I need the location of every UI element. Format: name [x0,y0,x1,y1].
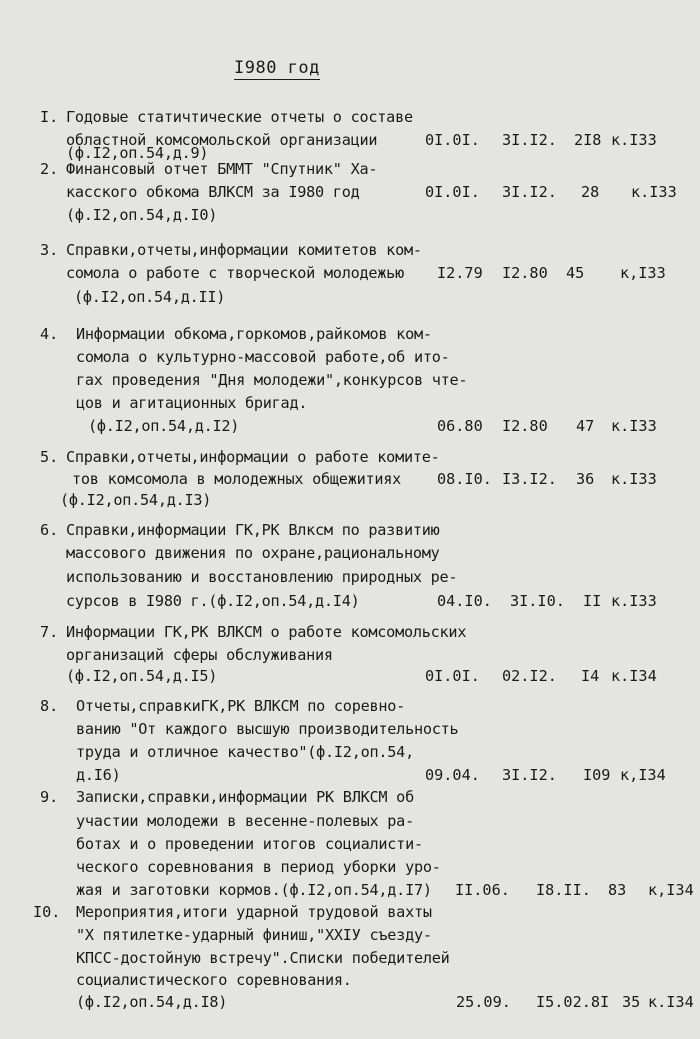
entry-text-line: тов комсомола в молодежных общежитиях [72,470,402,488]
entry-text-line: Годовые статичтические отчеты о составе [66,108,413,126]
entry-text-line: "X пятилетке-ударный финиш,"XXIУ съезду- [76,926,432,944]
entry-text-line: (ф.I2,оп.54,д.I2) [88,417,240,435]
page-count: II [583,592,602,610]
entry-text-line: (ф.I2,оп.54,д.I5) [66,667,218,685]
start-date: 06.80 [437,417,483,435]
box-number: к.I33 [631,183,677,201]
entry-text-line: сурсов в I980 г.(ф.I2,оп.54,д.I4) [66,592,360,610]
start-date: 0I.0I. [425,667,480,685]
page-count: 47 [576,417,595,435]
end-date: 3I.I2. [502,766,557,784]
entry-number: 5. [40,448,59,466]
entry-text-line: труда и отличное качество"(ф.I2,оп.54, [76,743,414,761]
entry-text-line: КПСС-достойную встречу".Списки победителей [76,949,450,967]
box-number: к.I34 [611,667,657,685]
end-date: 3I.I2. [502,183,557,201]
entry-number: 6. [40,521,59,539]
start-date: I2.79 [437,264,483,282]
entry-text-line: использованию и восстановлению природных ре- [66,568,458,586]
entry-text-line: (ф.I2,оп.54,д.I8) [76,993,228,1011]
box-number: к.I33 [611,592,657,610]
box-number: к,I34 [620,766,666,784]
entry-text-line: цов и агитационных бригад. [76,394,308,412]
entry-text-line: (ф.I2,оп.54,д.I0) [66,206,218,224]
entry-text-line: Финансовый отчет БММТ "Спутник" Ха- [66,160,378,178]
entry-text-line: Справки,информации ГК,РК Влксм по развитию [66,521,440,539]
entry-text-line: ческого соревнования в период уборки уро- [76,858,441,876]
end-date: 3I.I2. [502,131,557,149]
end-date: I5.02.8I [536,993,610,1011]
box-number: к,I33 [620,264,666,282]
entry-number: I0. [33,903,61,921]
entry-text-line: (ф.I2,оп.54,д.9) [66,144,209,162]
entry-number: 4. [40,325,59,343]
box-number: к.I33 [611,470,657,488]
entry-text-line: гах проведения "Дня молодежи",конкурсов чте- [76,371,468,389]
start-date: 08.I0. [437,470,492,488]
entry-number: 2. [40,160,59,178]
end-date: I2.80 [502,264,548,282]
entry-text-line: организаций сферы обслуживания [66,646,333,664]
entry-text-line: Мероприятия,итоги ударной трудовой вахты [76,903,432,921]
end-date: I3.I2. [502,470,557,488]
entry-text-line: ботах и о проведении итогов социалисти- [76,835,423,853]
entry-number: 8. [40,697,59,715]
entry-number: I. [40,108,59,126]
entry-text-line: Справки,отчеты,информации о работе комите- [66,448,440,466]
box-number: к.I33 [611,131,657,149]
start-date: 25.09. [456,993,511,1011]
entry-text-line: участии молодежи в весенне-полевых ра- [76,812,414,830]
start-date: 0I.0I. [425,131,480,149]
entry-text-line: жая и заготовки кормов.(ф.I2,оп.54,д.I7) [76,881,432,899]
start-date: 04.I0. [437,592,492,610]
page-count: I09 [583,766,611,784]
entry-text-line: социалистического соревнования. [76,971,352,989]
start-date: 0I.0I. [425,183,480,201]
page-count: 35 [622,993,641,1011]
entry-text-line: касского обкома ВЛКСМ за I980 год [66,183,360,201]
box-number: к.I33 [611,417,657,435]
entry-number: 3. [40,241,59,259]
end-date: I2.80 [502,417,548,435]
end-date: 3I.I0. [510,592,565,610]
entry-text-line: ванию "От каждого высшую производительность [76,720,459,738]
entry-text-line: (ф.I2,оп.54,д.II) [74,288,226,306]
entry-text-line: сомола о культурно-массовой работе,об ито- [76,348,450,366]
year-heading: I980 год [234,58,320,78]
page-count: 83 [608,881,627,899]
box-number: к,I34 [648,881,694,899]
entry-text-line: Отчеты,справкиГК,РК ВЛКСМ по соревно- [76,697,406,715]
entry-number: 9. [40,788,59,806]
entry-text-line: сомола о работе с творческой молодежью [66,264,404,282]
page-count: 45 [566,264,585,282]
entry-text-line: Записки,справки,информации РК ВЛКСМ об [76,788,414,806]
entry-text-line: Информации обкома,горкомов,райкомов ком- [76,325,432,343]
start-date: 09.04. [425,766,480,784]
page-count: 28 [581,183,600,201]
page-count: 36 [576,470,595,488]
entry-text-line: областной комсомольской организации [66,131,378,149]
entry-text-line: Информации ГК,РК ВЛКСМ о работе комсомольских [66,623,467,641]
page-count: I4 [581,667,600,685]
entry-number: 7. [40,623,59,641]
start-date: II.06. [455,881,510,899]
entry-text-line: (ф.I2,оп.54,д.I3) [60,491,212,509]
entry-text-line: Справки,отчеты,информации комитетов ком- [66,241,422,259]
entry-text-line: массового движения по охране,рациональному [66,544,440,562]
page-count: 2I8 [574,131,602,149]
entry-text-line: д.I6) [76,766,121,784]
box-number: к.I34 [648,993,694,1011]
end-date: 02.I2. [502,667,557,685]
end-date: I8.II. [536,881,591,899]
